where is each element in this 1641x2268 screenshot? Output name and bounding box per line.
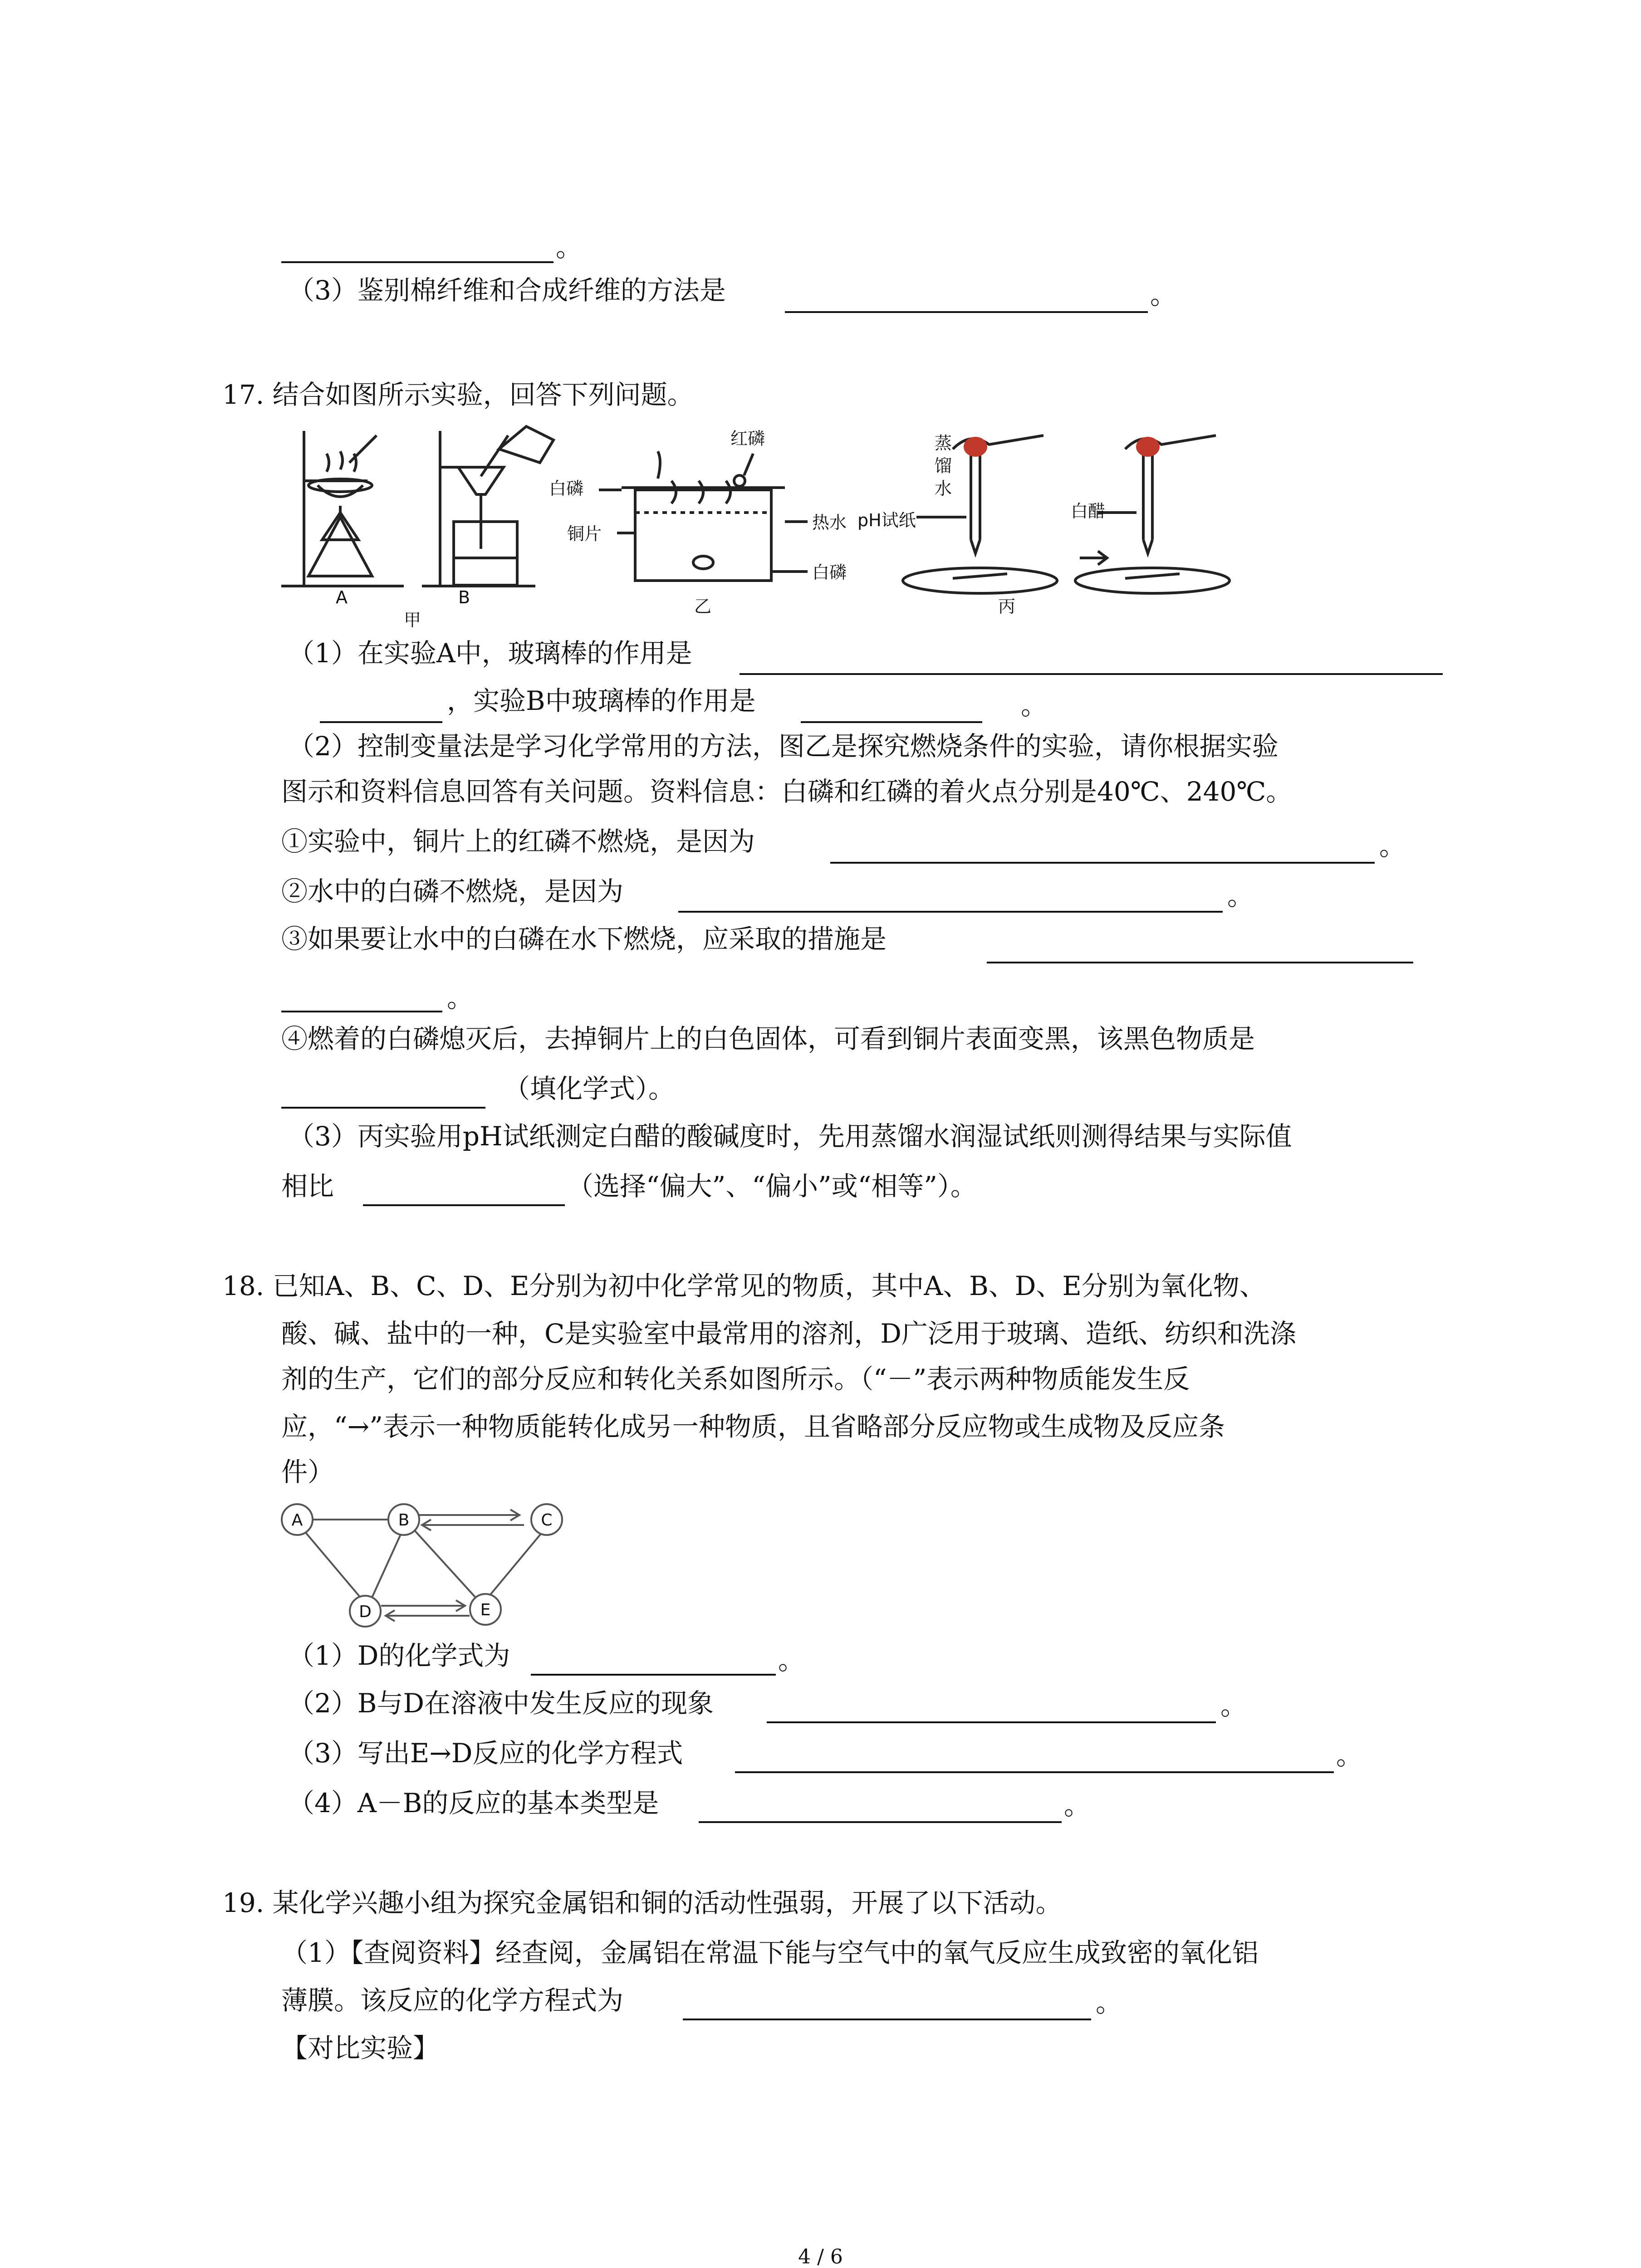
text-line: （3）丙实验用pH试纸测定白醋的酸碱度时，先用蒸馏水润湿试纸则测得结果与实际值: [288, 1121, 1292, 1152]
node-a: A: [291, 1511, 303, 1530]
answer-blank[interactable]: [281, 1011, 442, 1012]
text-line: （选择“偏大”、“偏小”或“相等”）。: [567, 1171, 977, 1202]
question-19-line: 19. 某化学兴趣小组为探究金属铝和铜的活动性强弱，开展了以下活动。: [222, 1887, 1062, 1918]
text-line: 。: [1220, 1690, 1247, 1721]
question-17-title: 17. 结合如图所示实验，回答下列问题。: [222, 379, 694, 410]
answer-blank[interactable]: [678, 911, 1223, 913]
text-line: 。: [1064, 1790, 1091, 1821]
answer-blank[interactable]: [830, 862, 1375, 864]
answer-blank[interactable]: [531, 1674, 776, 1676]
text-line: （填化学式）。: [504, 1073, 675, 1104]
label-white-phosphorus-bottom: 白磷: [812, 562, 847, 582]
answer-blank[interactable]: [363, 1204, 565, 1206]
text-line: 薄膜。该反应的化学方程式为: [281, 1985, 624, 2016]
answer-blank[interactable]: [740, 673, 1443, 675]
node-b: B: [398, 1511, 410, 1530]
label-zheng: 蒸: [935, 433, 952, 453]
page-number: 4 / 6: [798, 2245, 843, 2268]
text-line: （2）控制变量法是学习化学常用的方法，图乙是探究燃烧条件的实验，请你根据实验: [288, 731, 1279, 762]
text-line: （1）D的化学式为: [288, 1640, 510, 1671]
text-line: 。: [1379, 831, 1406, 861]
text-line: ③如果要让水中的白磷在水下燃烧，应采取的措施是: [281, 924, 887, 954]
text-line: 相比: [281, 1171, 334, 1202]
answer-blank[interactable]: [767, 1721, 1216, 1723]
answer-blank[interactable]: [987, 962, 1413, 963]
label-white-phosphorus-top: 白磷: [549, 479, 584, 499]
text-line: 。: [1336, 1740, 1363, 1771]
text-line: 件）: [281, 1457, 334, 1487]
label-white-vinegar: 白醋: [1071, 501, 1106, 521]
label-red-phosphorus: 红磷: [730, 429, 765, 449]
text-line: ④燃着的白磷熄灭后，去掉铜片上的白色固体，可看到铜片表面变黑，该黑色物质是: [281, 1023, 1255, 1054]
text-line: 。: [1096, 1987, 1122, 2018]
label-bing: 丙: [998, 596, 1016, 616]
text-line: （3）鉴别棉纤维和合成纤维的方法是: [288, 275, 726, 306]
answer-blank[interactable]: [801, 721, 982, 723]
node-d: D: [359, 1603, 372, 1621]
node-c: C: [541, 1511, 553, 1530]
label-shui: 水: [935, 479, 952, 499]
text-line: 。: [778, 1645, 805, 1676]
text-line: （3）写出E→D反应的化学方程式: [288, 1738, 683, 1769]
answer-blank[interactable]: [320, 721, 442, 723]
text-line: 。: [447, 982, 474, 1013]
label-jia: 甲: [404, 610, 421, 630]
text-line: 。: [1227, 880, 1254, 911]
answer-blank[interactable]: [699, 1821, 1062, 1823]
text-line: （1）在实验A中，玻璃棒的作用是: [288, 638, 692, 669]
node-e: E: [480, 1601, 491, 1619]
text-line: （2）B与D在溶液中发生反应的现象: [288, 1688, 714, 1719]
label-copper-sheet: 铜片: [567, 524, 602, 544]
text-line: 酸、碱、盐中的一种，C是实验室中最常用的溶剂，D广泛用于玻璃、造纸、纺织和洗涤: [281, 1318, 1296, 1349]
text-line: 图示和资料信息回答有关问题。资料信息：白磷和红磷的着火点分别是40℃、240℃。: [281, 776, 1293, 807]
answer-blank[interactable]: [785, 311, 1148, 313]
text-line: 应，“→”表示一种物质能转化成另一种物质，且省略部分反应物或生成物及反应条: [281, 1411, 1225, 1442]
answer-blank[interactable]: [683, 2019, 1091, 2020]
text-line: ①实验中，铜片上的红磷不燃烧，是因为: [281, 826, 755, 857]
text-line: 。: [1021, 690, 1048, 721]
question-18-line: 18. 已知A、B、C、D、E分别为初中化学常见的物质，其中A、B、D、E分别为氧化物、: [222, 1271, 1266, 1301]
figure-17-experiments: [272, 422, 1543, 631]
text-line: 。: [1150, 279, 1177, 310]
figure-18-relation-diagram: [272, 1497, 581, 1633]
label-liu: 馏: [935, 456, 952, 476]
answer-blank[interactable]: [281, 1107, 485, 1109]
text-line: （4）A－B的反应的基本类型是: [288, 1788, 659, 1818]
text-line: （1）【查阅资料】经查阅，金属铝在常温下能与空气中的氧气反应生成致密的氧化铝: [281, 1937, 1259, 1968]
label-ph-paper: pH试纸: [857, 510, 916, 530]
text-line: 。: [556, 232, 583, 263]
text-line: 剂的生产，它们的部分反应和转化关系如图所示。（“－”表示两种物质能发生反: [281, 1364, 1190, 1394]
label-hot-water: 热水: [812, 513, 847, 533]
text-line: 【对比实验】: [281, 2033, 440, 2063]
label-yi: 乙: [694, 596, 712, 616]
text-line: ②水中的白磷不燃烧，是因为: [281, 876, 624, 907]
label-b: B: [458, 587, 470, 607]
answer-blank[interactable]: [281, 261, 554, 263]
text-line: ，实验B中玻璃棒的作用是: [447, 685, 756, 716]
label-a: A: [336, 587, 348, 607]
answer-blank[interactable]: [735, 1771, 1334, 1773]
